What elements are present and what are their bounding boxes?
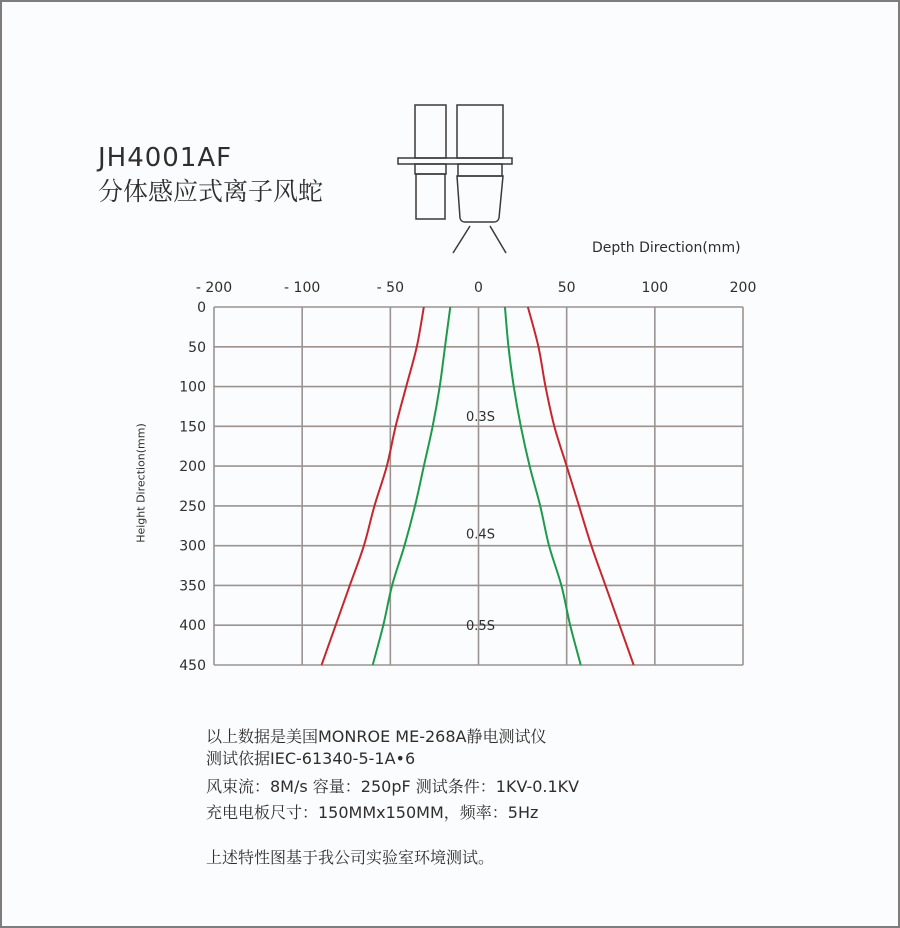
curve-green-left <box>373 307 451 665</box>
note-line-4: 充电电板尺寸：150MMx150MM，频率：5Hz <box>206 803 539 822</box>
x-tick-label: - 200 <box>195 280 233 296</box>
y-tick-label: 150 <box>179 419 206 436</box>
y-tick-label: 400 <box>179 618 206 635</box>
y-tick-label: 0 <box>197 300 206 316</box>
x-axis-title: Depth Direction(mm) <box>592 240 741 256</box>
x-tick-label: 50 <box>557 280 576 296</box>
x-tick-label: - 50 <box>376 280 404 296</box>
x-tick-label: 200 <box>729 280 757 296</box>
x-tick-label: 100 <box>641 280 669 296</box>
product-model: JH4001AF <box>98 143 233 173</box>
x-tick-label: - 100 <box>284 280 321 296</box>
curve-green-right <box>505 307 581 665</box>
y-tick-label: 450 <box>179 658 206 674</box>
y-tick-label: 300 <box>179 538 206 555</box>
note-line-1: 以上数据是美国MONROE ME-268A静电测试仪 <box>206 727 547 746</box>
y-tick-label: 200 <box>179 459 206 476</box>
y-tick-label: 50 <box>188 339 206 356</box>
test-notes <box>206 726 579 870</box>
y-axis-title: Height Direction(mm) <box>134 423 148 543</box>
note-line-5: 上述特性图基于我公司实验室环境测试。 <box>206 848 495 867</box>
time-label: 0.4S <box>466 527 495 543</box>
time-label: 0.3S <box>466 409 495 425</box>
y-tick-label: 100 <box>179 379 206 396</box>
curve-red-left <box>322 307 424 665</box>
note-line-3: 风束流：8M/s 容量：250pF 测试条件：1KV-0.1KV <box>206 777 580 796</box>
x-tick-label: 0 <box>474 280 483 296</box>
note-line-2: 测试依据IEC-61340-5-1A•6 <box>206 749 416 768</box>
product-name: 分体感应式离子风蛇 <box>98 177 324 206</box>
y-tick-label: 350 <box>179 578 206 595</box>
y-tick-label: 250 <box>179 498 206 515</box>
curve-red-right <box>528 307 634 665</box>
time-label: 0.5S <box>466 619 495 635</box>
